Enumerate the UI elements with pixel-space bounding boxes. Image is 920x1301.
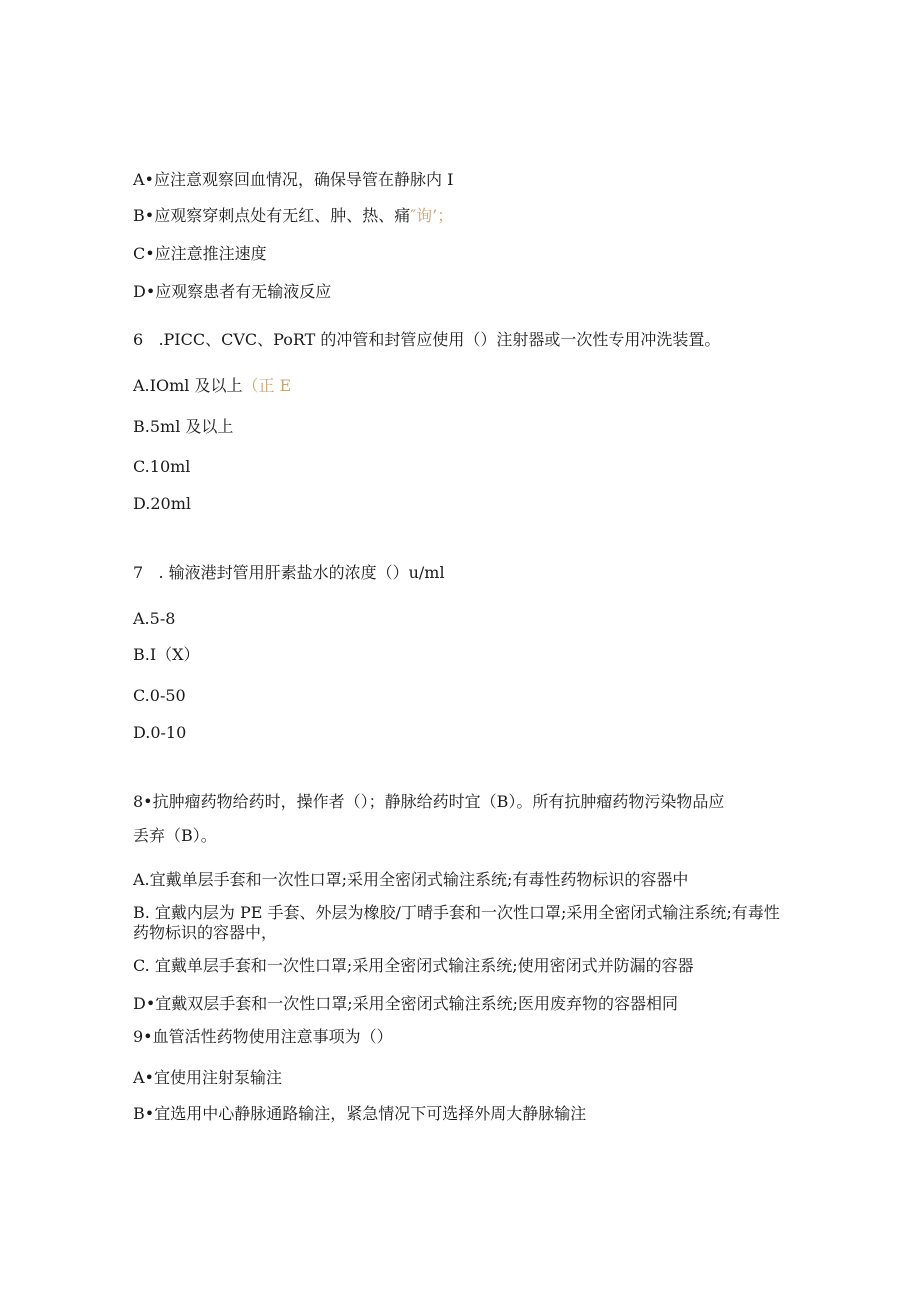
q7-option-d: D.0-10 — [133, 723, 187, 742]
q8-option-b: B. 宜戴内层为 PE 手套、外层为橡胶/丁晴手套和一次性口罩;采用全密闭式输注系统;有毒性药物标识的容器中， — [133, 903, 780, 942]
q5-option-a: A•应注意观察回血情况，确保导管在静脉内 I — [133, 170, 454, 189]
q9-stem: 9•血管活性药物使用注意事项为（） — [133, 1027, 393, 1046]
q5-option-c: C•应注意推注速度 — [133, 244, 267, 263]
q8-option-c: C. 宜戴单层手套和一次性口罩;采用全密闭式输注系统;使用密闭式并防漏的容器 — [133, 956, 694, 975]
q8-option-d: D•宜戴双层手套和一次性口罩;采用全密闭式输注系统;医用废弃物的容器相同 — [133, 994, 679, 1013]
q5-option-d: D•应观察患者有无输液反应 — [133, 282, 332, 301]
q6-option-a-text: A.IOml 及以上 — [133, 376, 243, 395]
q5-option-b-text: B•应观察穿刺点处有无红、肿、热、痛 — [133, 206, 411, 225]
q6-option-c: C.10ml — [133, 457, 191, 476]
q9-option-a: A•宜使用注射泵输注 — [133, 1068, 282, 1087]
q7-option-c: C.0-50 — [133, 686, 186, 705]
q8-stem-line1: 8•抗肿瘤药物给药时，操作者（）；静脉给药时宜（B）。所有抗肿瘤药物污染物品应 — [133, 792, 725, 811]
q8-stem-line2: 丢弃（B）。 — [133, 826, 217, 845]
q5-option-b-handwritten-mark: ″询’； — [410, 206, 454, 225]
q7-option-a: A.5-8 — [133, 609, 176, 628]
q5-option-b — [133, 206, 453, 226]
q6-option-a-handwritten-mark: （正 E — [242, 376, 292, 395]
q8-option-a: A.宜戴单层手套和一次性口罩;采用全密闭式输注系统;有毒性药物标识的容器中 — [133, 870, 689, 889]
q6-option-a — [133, 376, 291, 396]
q9-option-b: B•宜选用中心静脉通路输注，紧急情况下可选择外周大静脉输注 — [133, 1104, 587, 1123]
q6-stem: 6 .PICC、CVC、PoRT 的冲管和封管应使用（）注射器或一次性专用冲洗装置。 — [133, 330, 721, 349]
q7-stem: 7 . 输液港封管用肝素盐水的浓度（）u/ml — [133, 563, 445, 582]
q6-option-b: B.5ml 及以上 — [133, 417, 234, 436]
q7-option-b: B.I（X） — [133, 645, 200, 664]
q6-option-d: D.20ml — [133, 494, 191, 513]
